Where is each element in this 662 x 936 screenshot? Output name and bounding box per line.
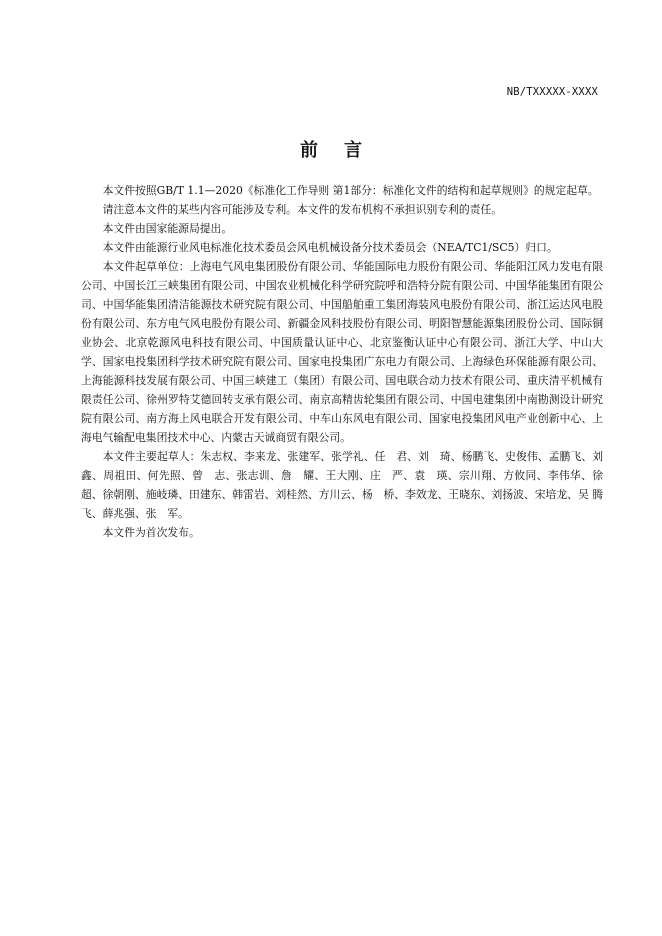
standard-number: NB/TXXXXX-XXXX	[506, 86, 598, 98]
paragraph-technical-committee: 本文件由能源行业风电标准化技术委员会风电机械设备分技术委员会（NEA/TC1/SC5）归口。	[102, 241, 558, 254]
paragraph-patent-notice: 请注意本文件的某些内容可能涉及专利。本文件的发布机构不承担识别专利的责任。	[102, 203, 503, 216]
paragraph-proposed-by: 本文件由国家能源局提出。	[102, 222, 233, 235]
paragraph-drafting-rules: 本文件按照GB/T 1.1—2020《标准化工作导则 第1部分：标准化文件的结构和起草规则》的规定起草。	[102, 184, 599, 197]
paragraph-main-drafters: 本文件主要起草人：朱志权、李来龙、张建军、张学礼、任 君、刘 琦、杨鹏飞、史俊伟、孟鹏飞、刘 鑫、周祖田、何先照、曾 志、张志训、詹 耀、王大刚、庄 严、袁 瑛、宗川翔、方攸同、李伟华、徐 超、徐朝刚、施岐璘、田建东、韩雷岩、刘桂然、方川云、杨 桥、李效龙、王晓东、刘扬波、宋培龙、吴 腾飞、薛兆强、张 军。	[81, 450, 614, 520]
paragraph-drafting-organizations: 本文件起草单位：上海电气风电集团股份有限公司、华能国际电力股份有限公司、华能阳江风力发电有限公司、中国长江三峡集团有限公司、中国农业机械化科学研究院呼和浩特分院有限公司、中国华能集团有限公司、中国华能集团清洁能源技术研究院有限公司、中国船舶重工集团海装风电股份有限公司、浙江运达风电股份有限公司、东方电气风电股份有限公司、新疆金风科技股份有限公司、明阳智慧能源集团股份公司、国际铜业协会、北京乾源风电科技有限公司、中国质量认证中心、北京鉴衡认证中心有限公司、浙江大学、中山大学、国家电投集团科学技术研究院有限公司、国家电投集团广东电力有限公司、上海绿色环保能源有限公司、上海能源科技发展有限公司、中国三峡建工（集团）有限公司、国电联合动力技术有限公司、重庆清平机械有限责任公司、徐州罗特艾德回转支承有限公司、南京高精齿轮集团有限公司、中国电建集团中南勘测设计研究院有限公司、南方海上风电联合开发有限公司、中车山东风电有限公司、国家电投集团风电产业创新中心、上海电气输配电集团技术中心、内蒙古天诚商贸有限公司。	[81, 260, 603, 444]
foreword-title: 前言	[300, 140, 388, 161]
foreword-body	[81, 181, 614, 542]
paragraph-first-release: 本文件为首次发布。	[102, 526, 200, 539]
